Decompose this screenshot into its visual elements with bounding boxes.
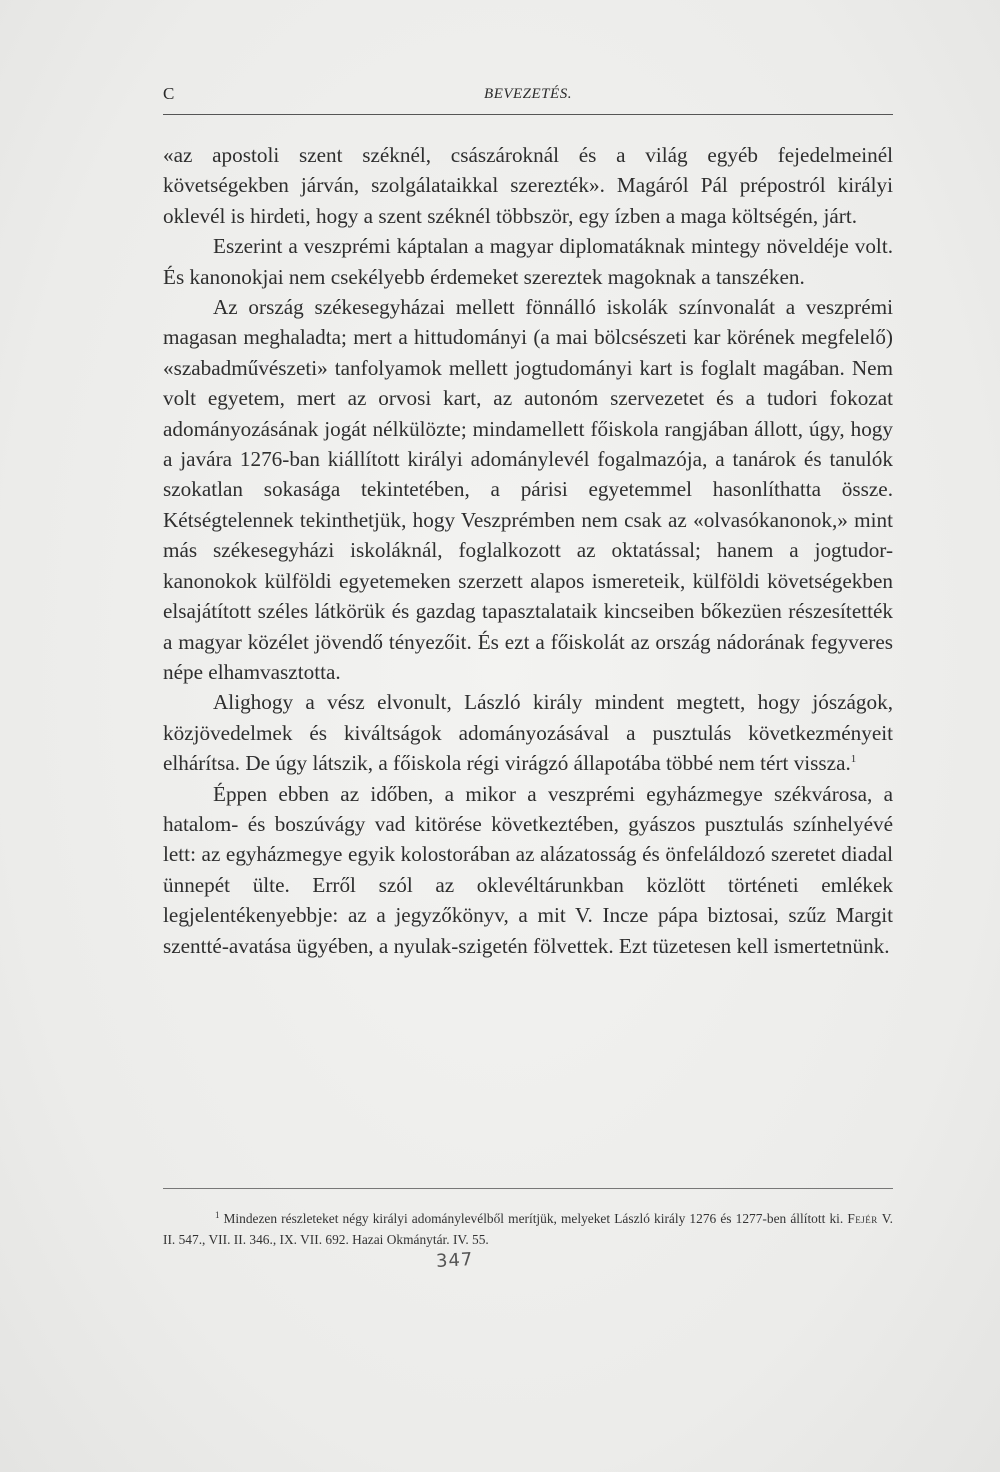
paragraph-4 <box>163 687 893 778</box>
paragraph-2: Eszerint a veszprémi káptalan a magyar diplomatáknak mintegy növeldéje volt. És kanonokjai nem csekélyebb érdemeket szereztek magoknak a tanszéken. <box>163 234 893 289</box>
footnote-text-after: V. II. 547., VII. II. 346., IX. VII. 692. Hazai Okmánytár. IV. 55. <box>163 1211 893 1247</box>
paragraph-3: Az ország székesegyházai mellett fönnálló iskolák színvonalát a veszprémi magasan meghaladta; mert a hittudományi (a mai bölcsészeti kar körének megfelelő) «szabadművészeti» tanfolyamok mellett jogtudományi kart is foglalt magában. Nem volt egyetem, mert az orvosi kart, az autonóm szervezetet és a tudori fokozat adományozásának jogát nélkülözte; mindamellett főiskola rangjában állott, úgy, hogy a javára 1276-ban kiállított királyi adománylevél fogalmazója, a tanárok és tanulók szokatlan sokasága tekintetében, a párisi egyetemmel hasonlíthatta össze. Kétségtelennek tekinthetjük, hogy Veszprémben nem csak az «olvasókanonok,» mint más székesegyházi iskoláknál, foglalkozott az oktatással; hanem a jogtudor-kanonokok külföldi egyetemeken szerzett alapos ismereteik, külföldi követségekben elsajátított széles látkörük és gazdag tapasztalataik kincseiben bőkezüen részesítették a magyar közélet jövendő tényezőit. És ezt a főiskolát az ország nádorának fegyveres népe elhamvasztotta. <box>163 295 893 684</box>
footnote-divider <box>163 1188 893 1189</box>
body-text <box>163 140 893 961</box>
paragraph-1: «az apostoli szent széknél, császároknál és a világ egyéb fejedelmeinél követségekben járván, szolgálataikkal szerezték». Magáról Pál prépostról királyi oklevél is hirdeti, hogy a szent széknél többször, egy ízben a maga költségén, járt. <box>163 143 893 228</box>
footnote-marker: 1 <box>215 1209 220 1220</box>
paragraph-5: Éppen ebben az időben, a mikor a veszprémi egyházmegye székvárosa, a hatalom- és boszúvágy vad kitörése következtében, gyászos pusztulás színhelyévé lett: az egyházmegye egyik kolostorában az alázatosság és önfeláldozó szeretet diadal ünnepét ülte. Erről szól az oklevéltárunkban közlött történeti emlékek legjelentékenyebbje: az a jegyzőkönyv, a mit V. Incze pápa biztosai, szűz Margit szentté-avatása ügyében, a nyulak-szigetén fölvettek. Ezt tüzetesen kell ismertetnünk. <box>163 781 893 958</box>
page-header <box>163 84 893 115</box>
footnote-author: Fejér <box>847 1211 878 1226</box>
running-title: BEVEZETÉS. <box>484 86 572 102</box>
footnote-reference[interactable]: 1 <box>850 753 857 766</box>
footnote <box>163 1208 893 1250</box>
paragraph-4-text: Alighogy a vész elvonult, László király mindent megtett, hogy jószágok, közjövedelmek és kiváltságok adományozásával a pusztulás következményeit elhárítsa. De úgy látszik, a főiskola régi virágzó állapotába többé nem tért vissza. <box>163 690 893 776</box>
footnote-paragraph <box>163 1208 893 1250</box>
page-number: C <box>163 84 176 103</box>
footnote-text-before: Mindezen részleteket négy királyi adománylevélből merítjük, melyeket László király 1276 és 1277-ben állított ki. <box>223 1211 844 1226</box>
handwritten-page-note: 347 <box>435 1249 474 1272</box>
